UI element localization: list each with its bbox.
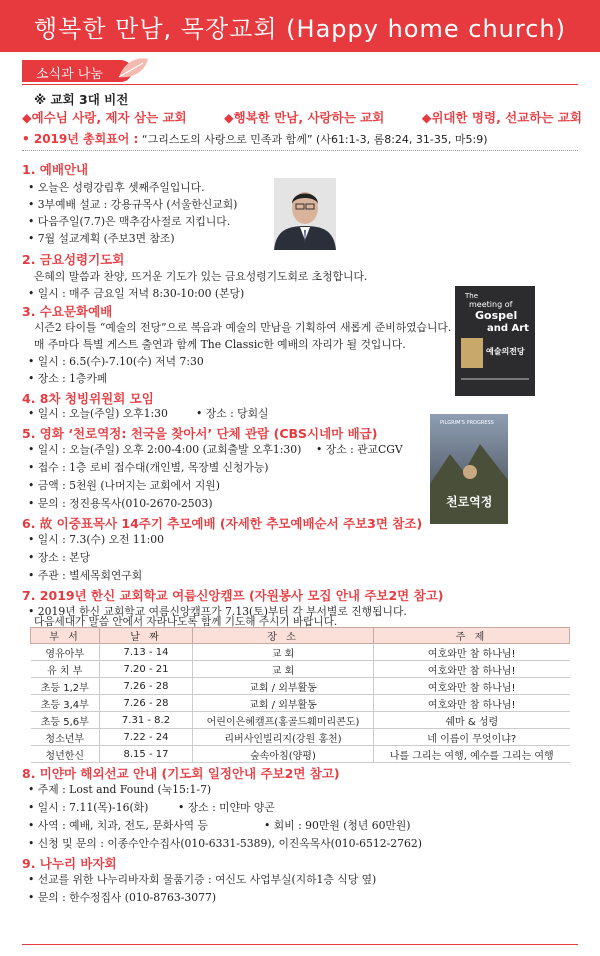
section-line: • 7월 설교계획 (주보3면 참조) <box>28 232 175 245</box>
section-line: • 사역 : 예배, 치과, 전도, 문화사역 등 <box>28 819 208 832</box>
section-line: • 문의 : 한수정집사 (010-8763-3077) <box>28 891 217 904</box>
table-cell: 여호와만 참 하나님! <box>374 661 570 678</box>
camp-schedule-table <box>30 627 570 763</box>
table-cell: 숲속아침(양평) <box>193 746 374 763</box>
section-line: • 장소 : 본당 <box>28 551 91 564</box>
divider <box>22 84 578 85</box>
section-line: • 일시 : 매주 금요일 저녁 8:30-10:00 (본당) <box>28 287 245 300</box>
table-cell: 영유아부 <box>31 644 100 661</box>
section-line: • 일시 : 오늘(주일) 오후 2:00-4:00 (교회출발 오후1:30) <box>28 443 302 456</box>
vision-item: ◆위대한 명령, 선교하는 교회 <box>421 110 582 125</box>
table-cell: 나를 그리는 여행, 예수를 그리는 여행 <box>374 746 570 763</box>
section-line: • 일시 : 6.5(수)-7.10(수) 저녁 7:30 <box>28 355 204 368</box>
section-tag-label: 소식과 나눔 <box>36 67 103 82</box>
section-line: • 장소 : 관교CGV <box>316 443 403 456</box>
movie-poster <box>430 414 508 524</box>
page-header <box>0 0 600 52</box>
section-title: 6. 故 이중표목사 14주기 추모예배 (자세한 추모예배순서 주보3면 참조) <box>22 516 423 531</box>
table-cell: 초등 5,6부 <box>31 712 100 729</box>
section-title: 4. 8차 청빙위원회 모임 <box>22 391 154 406</box>
section-line: • 다음주일(7.7)은 맥추감사절로 지킵니다. <box>28 215 231 228</box>
table-cell: 7.26 - 28 <box>100 678 193 695</box>
section-line: • 일시 : 7.11(목)-16(화) <box>28 801 149 814</box>
table-cell: 쉐마 & 성령 <box>374 712 570 729</box>
table-row <box>31 661 570 678</box>
section-title: 2. 금요성령기도회 <box>22 252 125 267</box>
table-cell: 초등 3,4부 <box>31 695 100 712</box>
poster-text: meeting of <box>469 300 513 309</box>
poster-text: Gospel <box>475 309 518 322</box>
section-line: 시즌2 타이틀 “예술의 전당”으로 복음과 예술의 만남을 기획하여 새롭게 준비하였습니다. <box>34 321 452 334</box>
section-line: 다음세대가 말씀 안에서 자라나도록 함께 기도해 주시기 바랍니다. <box>34 616 338 628</box>
section-line: • 장소 : 당회실 <box>196 407 269 420</box>
motto <box>22 130 488 147</box>
section-title: 1. 예배안내 <box>22 162 89 177</box>
section-line: • 주제 : Lost and Found (눅15:1-7) <box>28 783 212 796</box>
divider <box>22 944 578 945</box>
table-cell: 7.13 - 14 <box>100 644 193 661</box>
motto-label: • 2019년 총회표어 : <box>22 132 139 146</box>
motto-text: “그리스도의 사랑으로 민족과 함께” (사61:1-3, 롬8:24, 31-35, 마5:9) <box>141 133 488 146</box>
table-row <box>31 678 570 695</box>
column-header: 장 소 <box>193 628 374 644</box>
section-line: • 일시 : 오늘(주일) 오후1:30 <box>28 407 168 420</box>
leaf-icon <box>115 55 151 83</box>
section-title: 9. 나누리 바자회 <box>22 856 117 871</box>
page-title: 행복한 만남, 목장교회 (Happy home church) <box>34 15 566 43</box>
section-line: • 선교를 위한 나누리바자회 물품기증 : 여신도 사업부실(지하1층 식당 옆) <box>28 873 377 886</box>
table-cell: 7.22 - 24 <box>100 729 193 746</box>
section-line: • 오늘은 성령강림후 셋째주일입니다. <box>28 181 205 194</box>
section-title: 5. 영화 ‘천로역정: 천국을 찾아서’ 단체 관람 (CBS시네마 배급) <box>22 426 378 441</box>
section-line: • 일시 : 7.3(수) 오전 11:00 <box>28 533 165 546</box>
section-line: 은혜의 말씀과 찬양, 뜨거운 기도가 있는 금요성령기도회로 초청합니다. <box>34 270 368 283</box>
table-cell: 7.20 - 21 <box>100 661 193 678</box>
vision-items <box>22 108 582 126</box>
table-cell: 7.31 - 8.2 <box>100 712 193 729</box>
table-cell: 교 회 <box>193 661 374 678</box>
section-title: 7. 2019년 한신 교회학교 여름신앙캠프 (자원봉사 모집 안내 주보2면 참고) <box>22 588 444 603</box>
vision-item: ◆행복한 만남, 사랑하는 교회 <box>224 110 385 125</box>
table-cell: 여호와만 참 하나님! <box>374 695 570 712</box>
poster-text: 예술의전당 <box>486 347 525 356</box>
table-row <box>31 695 570 712</box>
poster-text: and Art <box>487 323 529 334</box>
table-cell: 어린이은혜캠프(홍골드훼미리콘도) <box>193 712 374 729</box>
section-line: • 접수 : 1층 로비 접수대(개인별, 목장별 신청가능) <box>28 461 269 474</box>
table-cell: 교 회 <box>193 644 374 661</box>
table-cell: 교회 / 외부활동 <box>193 678 374 695</box>
section-line: • 금액 : 5천원 (나머지는 교회에서 지원) <box>28 479 220 492</box>
table-row <box>31 644 570 661</box>
section-line: • 회비 : 90만원 (청년 60만원) <box>264 819 411 832</box>
column-header: 날 짜 <box>100 628 193 644</box>
poster-text: 천로역정 <box>446 495 493 509</box>
poster-text: The <box>465 292 479 300</box>
table-cell: 초등 1,2부 <box>31 678 100 695</box>
column-header: 부 서 <box>31 628 100 644</box>
table-header-row <box>31 628 570 644</box>
table-cell: 여호와만 참 하나님! <box>374 678 570 695</box>
column-header: 주 제 <box>374 628 570 644</box>
section-line: 매 주마다 특별 게스트 출연과 함께 The Classic한 예배의 자리가 될 것입니다. <box>34 338 406 351</box>
section-line: • 장소 : 미얀마 양곤 <box>178 801 275 814</box>
table-cell: 청년한신 <box>31 746 100 763</box>
table-row <box>31 712 570 729</box>
dotted-divider <box>22 150 578 151</box>
section-line: • 2019년 한신 교회학교 여름신앙캠프가 7.13(토)부터 각 부서별로 진행됩니다. <box>28 605 407 618</box>
table-cell: 리버사인빌리지(강원 홍천) <box>193 729 374 746</box>
table-cell: 교회 / 외부활동 <box>193 695 374 712</box>
vision-title: ※ 교회 3대 비전 <box>34 92 129 107</box>
section-title: 8. 미얀마 해외선교 안내 (기도회 일정안내 주보2면 참고) <box>22 766 340 781</box>
table-cell: 7.26 - 28 <box>100 695 193 712</box>
table-cell: 8.15 - 17 <box>100 746 193 763</box>
table-cell: 여호와만 참 하나님! <box>374 644 570 661</box>
section-title: 3. 수요문화예배 <box>22 304 113 319</box>
table-row <box>31 746 570 763</box>
section-line: • 장소 : 1층카페 <box>28 372 108 385</box>
preacher-photo <box>274 178 336 250</box>
poster-text: PILGRIM'S PROGRESS <box>440 420 494 426</box>
table-cell: 유 치 부 <box>31 661 100 678</box>
section-line: • 3부예배 설교 : 강용규목사 (서울한신교회) <box>28 198 238 211</box>
section-line: • 신청 및 문의 : 이종수안수집사(010-6331-5389), 이진옥목사(010-6512-2762) <box>28 837 422 850</box>
table-cell: 청소년부 <box>31 729 100 746</box>
section-line: • 문의 : 정진용목사(010-2670-2503) <box>28 497 213 510</box>
vision-item: ◆예수님 사랑, 제자 삼는 교회 <box>22 110 187 125</box>
table-cell: 네 이름이 무엇이냐? <box>374 729 570 746</box>
section-line: • 주관 : 별세목회연구회 <box>28 569 143 582</box>
table-row <box>31 729 570 746</box>
concert-poster <box>455 286 535 396</box>
